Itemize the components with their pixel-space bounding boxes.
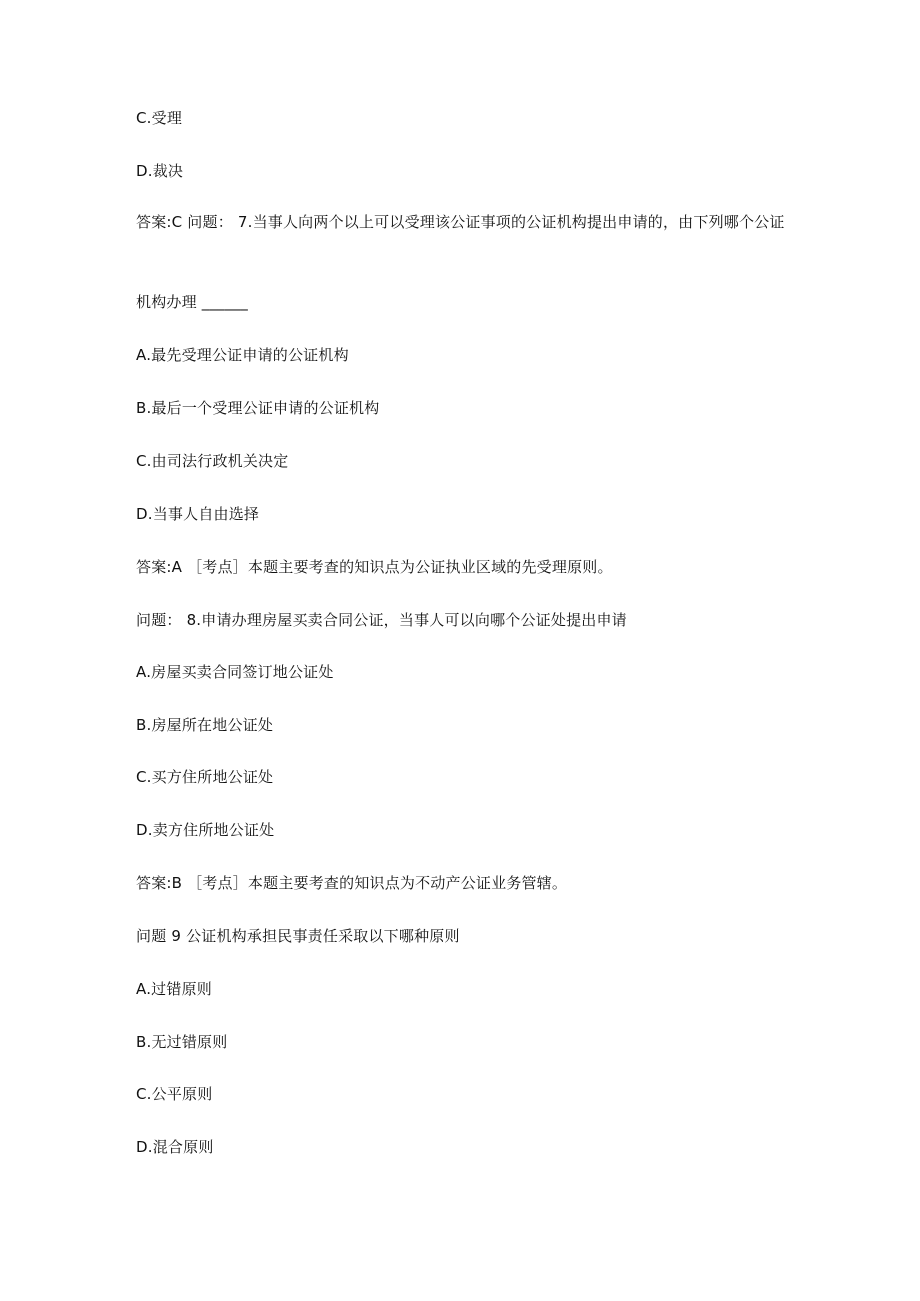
- option-line: C.受理: [136, 109, 183, 127]
- option-line: D.混合原则: [136, 1138, 214, 1156]
- option-line: C.由司法行政机关决定: [136, 452, 289, 470]
- answer-line: 答案:B ［考点］本题主要考查的知识点为不动产公证业务管辖。: [136, 874, 568, 892]
- option-line: C.公平原则: [136, 1085, 213, 1103]
- option-line: A.过错原则: [136, 980, 212, 998]
- option-line: D.当事人自由选择: [136, 505, 260, 523]
- answer-line: 答案:A ［考点］本题主要考查的知识点为公证执业区域的先受理原则。: [136, 558, 613, 576]
- option-line: D.卖方住所地公证处: [136, 821, 275, 839]
- question-line: 问题 9 公证机构承担民事责任采取以下哪种原则: [136, 927, 460, 945]
- option-line: B.最后一个受理公证申请的公证机构: [136, 399, 380, 417]
- option-line: D.裁决: [136, 162, 184, 180]
- option-line: B.房屋所在地公证处: [136, 716, 274, 734]
- option-line: C.买方住所地公证处: [136, 768, 274, 786]
- question-line: 问题： 8.申请办理房屋买卖合同公证，当事人可以向哪个公证处提出申请: [136, 611, 627, 629]
- answer-question-line: 答案:C 问题： 7.当事人向两个以上可以受理该公证事项的公证机构提出申请的，由下列哪个公证: [136, 213, 785, 231]
- option-line: A.最先受理公证申请的公证机构: [136, 346, 349, 364]
- option-line: B.无过错原则: [136, 1033, 228, 1051]
- question-continuation-line: 机构办理 ______: [136, 293, 248, 311]
- option-line: A.房屋买卖合同签订地公证处: [136, 663, 334, 681]
